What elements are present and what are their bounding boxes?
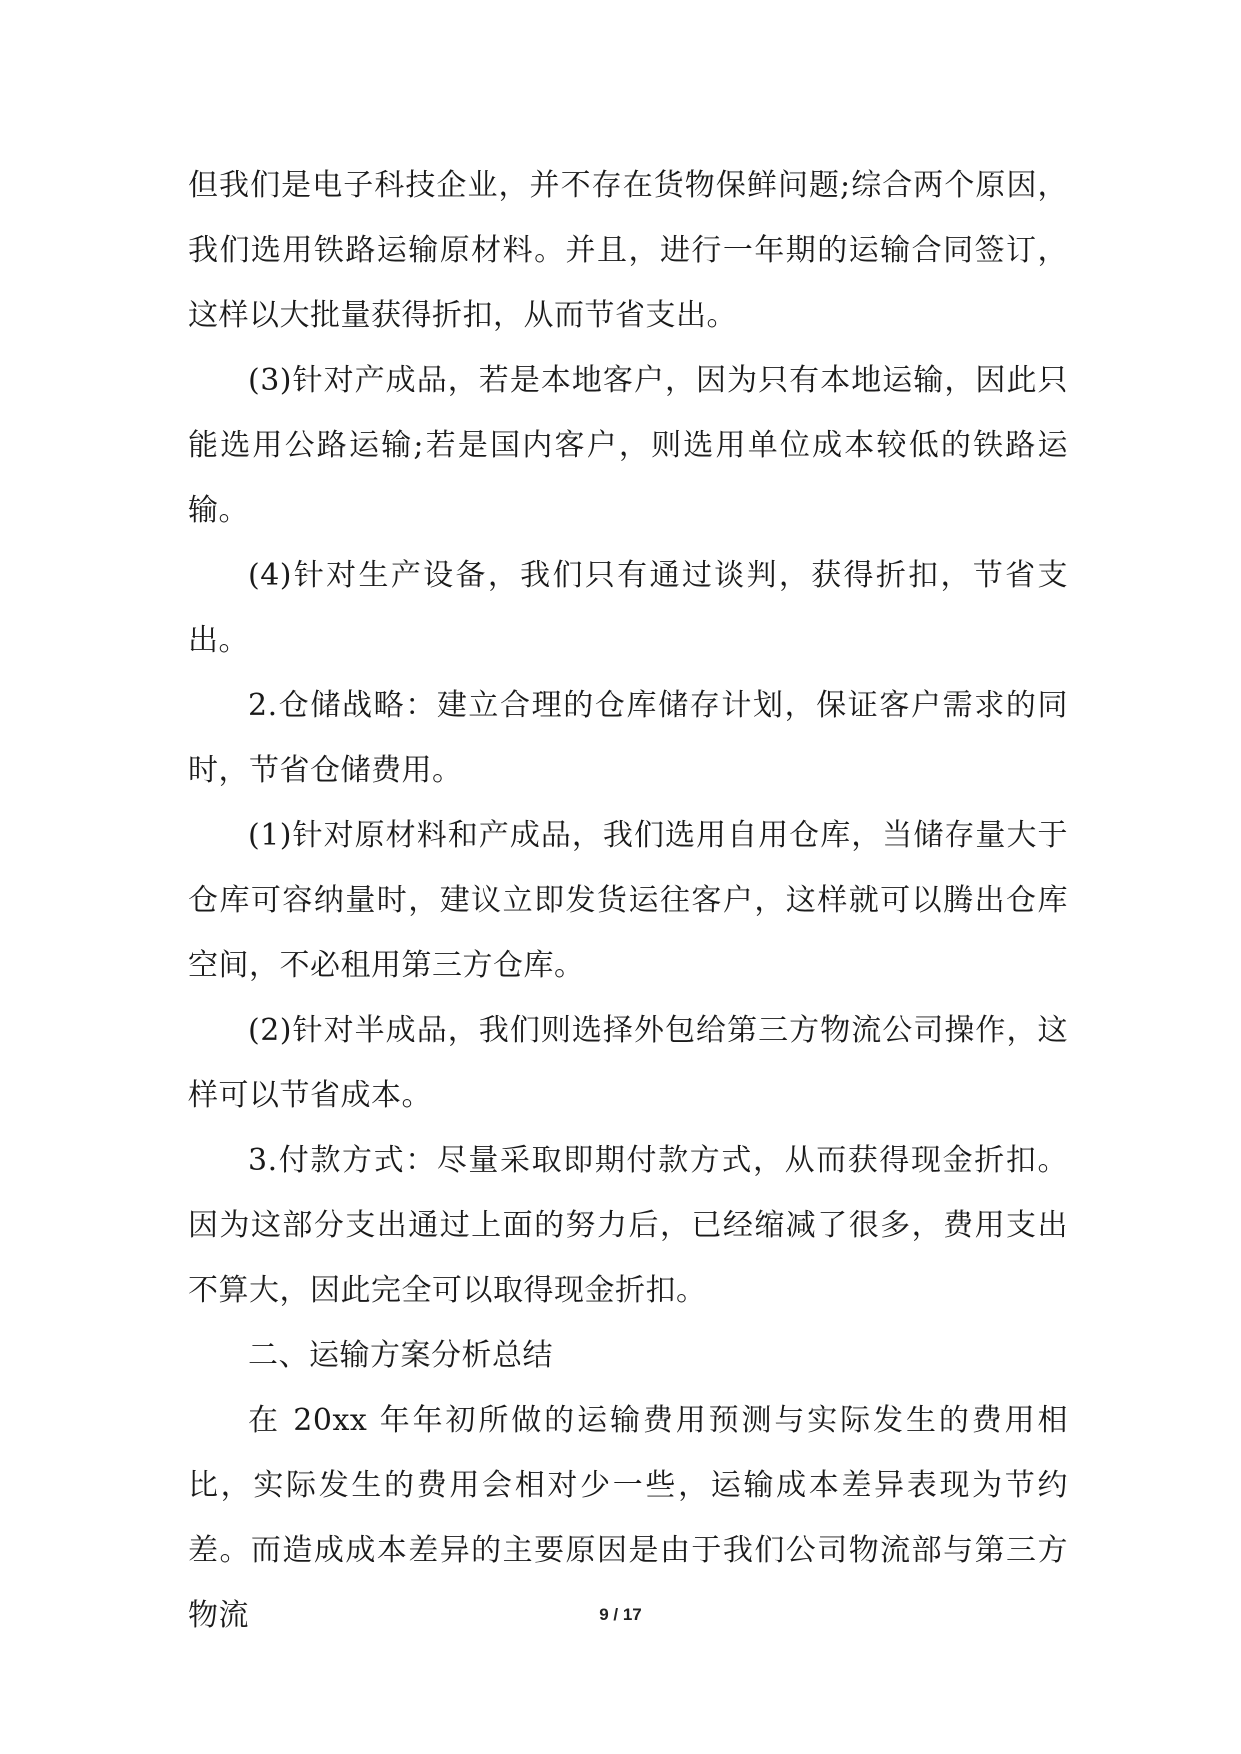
paragraph-9: 在 20xx 年年初所做的运输费用预测与实际发生的费用相比，实际发生的费用会相对少一些，运输成本差异表现为节约差。而造成成本差异的主要原因是由于我们公司物流部与第三方物流 bbox=[188, 1403, 1068, 1633]
document-body bbox=[188, 153, 1068, 1648]
paragraph-5: (1)针对原材料和产成品，我们选用自用仓库，当储存量大于仓库可容纳量时，建议立即发货运往客户，这样就可以腾出仓库空间，不必租用第三方仓库。 bbox=[188, 818, 1068, 983]
paragraph-7: 3.付款方式：尽量采取即期付款方式，从而获得现金折扣。因为这部分支出通过上面的努力后，已经缩减了很多，费用支出不算大，因此完全可以取得现金折扣。 bbox=[188, 1143, 1068, 1308]
paragraph-1: 但我们是电子科技企业，并不存在货物保鲜问题;综合两个原因，我们选用铁路运输原材料。并且，进行一年期的运输合同签订，这样以大批量获得折扣，从而节省支出。 bbox=[188, 168, 1068, 333]
section-heading: 二、运输方案分析总结 bbox=[248, 1338, 553, 1373]
paragraph-2: (3)针对产成品，若是本地客户，因为只有本地运输，因此只能选用公路运输;若是国内客户，则选用单位成本较低的铁路运输。 bbox=[188, 363, 1068, 528]
page-number: 9 / 17 bbox=[599, 1605, 642, 1624]
paragraph-3: (4)针对生产设备，我们只有通过谈判，获得折扣，节省支出。 bbox=[188, 558, 1068, 658]
paragraph-4: 2.仓储战略：建立合理的仓库储存计划，保证客户需求的同时，节省仓储费用。 bbox=[188, 688, 1068, 788]
paragraph-6: (2)针对半成品，我们则选择外包给第三方物流公司操作，这样可以节省成本。 bbox=[188, 1013, 1068, 1113]
